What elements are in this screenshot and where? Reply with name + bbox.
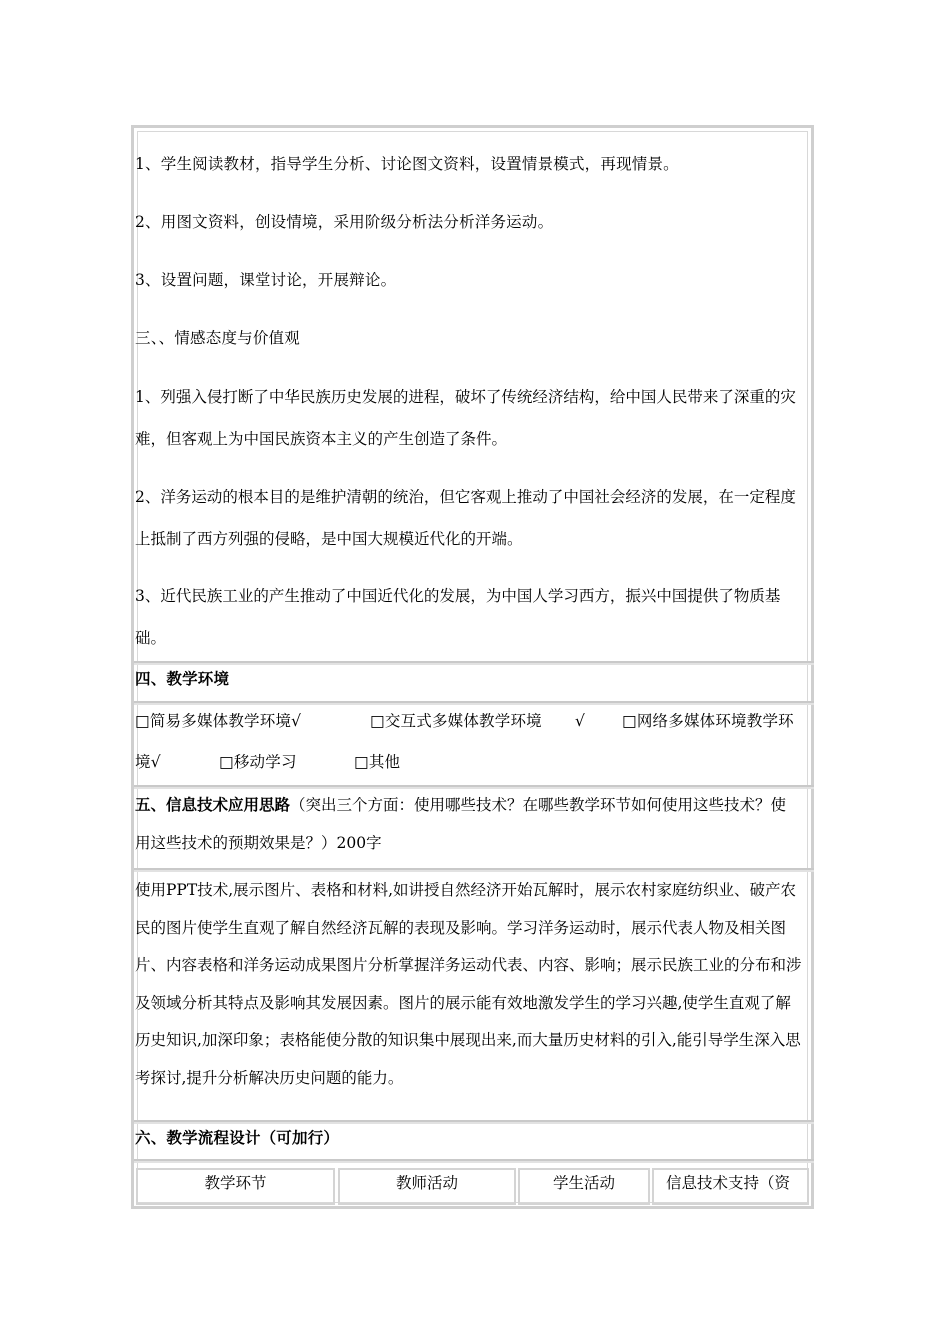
method-item-1: 1、学生阅读教材，指导学生分析、讨论图文资料，设置情景模式，再现情景。 [135, 155, 679, 173]
emotion-item-2: 2、洋务运动的根本目的是维护清朝的统治，但它客观上推动了中国社会经济的发展，在一定程度上抵制了西方列强的侵略，是中国大规模近代化的开端。 [135, 488, 796, 548]
section6-heading: 六、教学流程设计（可加行） [135, 1128, 340, 1147]
env-option-network-cont: 境√ [135, 753, 161, 771]
env-option-other[interactable]: □其他 [354, 753, 401, 771]
env-option-interactive[interactable]: □交互式多媒体教学环境 [370, 712, 542, 730]
env-option-network[interactable]: □网络多媒体环境教学环 [622, 712, 794, 730]
col-header-it-support: 信息技术支持（资 [652, 1168, 809, 1205]
emotion-item-3: 3、近代民族工业的产生推动了中国近代化的发展，为中国人学习西方，振兴中国提供了物质基础。 [135, 587, 781, 647]
env-option-simple[interactable]: □简易多媒体教学环境√ [135, 712, 302, 730]
emotion-item-1: 1、列强入侵打断了中华民族历史发展的进程，破坏了传统经济结构，给中国人民带来了深重的灾难，但客观上为中国民族资本主义的产生创造了条件。 [135, 388, 796, 448]
env-option-mobile[interactable]: □移动学习 [219, 753, 297, 771]
row-separator [134, 1159, 814, 1163]
col-header-student: 学生活动 [518, 1168, 650, 1205]
section5-heading-title: 五、信息技术应用思路 [135, 795, 291, 814]
section5-heading [135, 786, 795, 862]
section4-heading: 四、教学环境 [135, 669, 230, 688]
row-separator [134, 661, 814, 665]
section5-heading-note: （突出三个方面：使用哪些技术？在哪些教学环节如何使用这些技术？使用这些技术的预期效果是？）200字 [135, 796, 787, 852]
method-item-2: 2、用图文资料，创设情境，采用阶级分析法分析洋务运动。 [135, 213, 554, 231]
col-header-teacher: 教师活动 [338, 1168, 516, 1205]
emotion-heading: 三、、情感态度与价值观 [135, 329, 300, 347]
col-header-stage: 教学环节 [136, 1168, 335, 1205]
env-option-interactive-check: √ [575, 712, 586, 730]
method-item-3: 3、设置问题，课堂讨论，开展辩论。 [135, 271, 397, 289]
section5-body: 使用PPT技术,展示图片、表格和材料,如讲授自然经济开始瓦解时，展示农村家庭纺织业、破产农民的图片使学生直观了解自然经济瓦解的表现及影响。学习洋务运动时，展示代表人物及相关图片、内容表格和洋务运动成果图片分析掌握洋务运动代表、内容、影响；展示民族工业的分布和涉及领域分析其特点及影响其发展因素。图片的展示能有效地激发学生的学习兴趣,使学生直观了解历史知识,加深印象；表格能使分散的知识集中展现出来,而大量历史材料的引入,能引导学生深入思考探讨,提升分析解决历史问题的能力。 [135, 881, 802, 1087]
